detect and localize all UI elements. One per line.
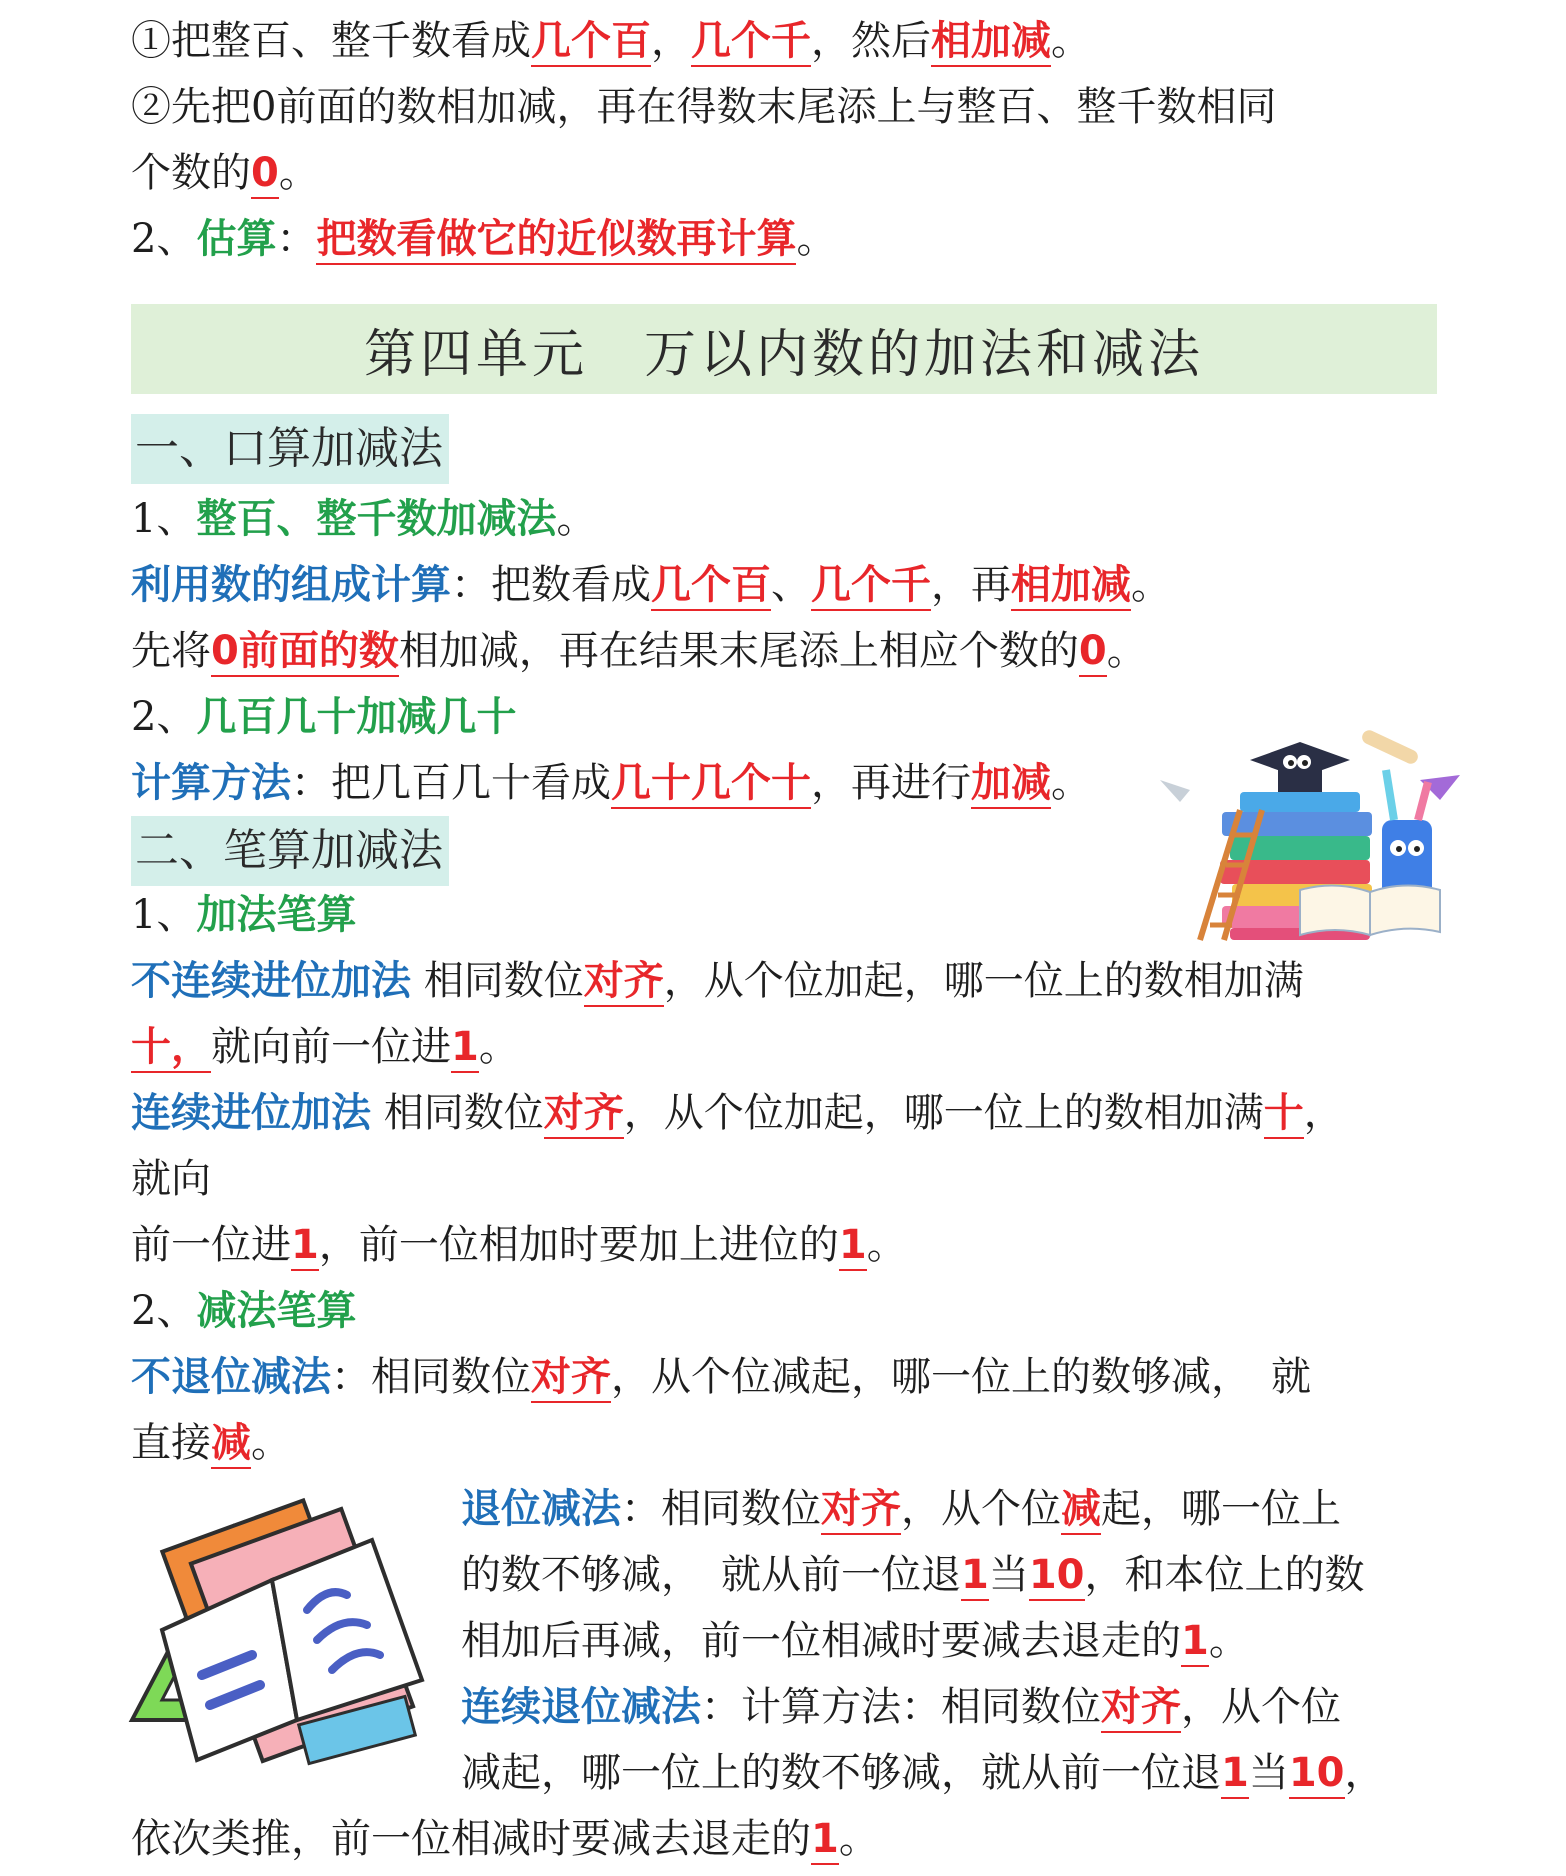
sec2-line-1 — [131, 888, 356, 942]
sec2-line-15 — [131, 1812, 879, 1866]
text: ：相同数位 — [331, 1354, 531, 1400]
text: 。 — [796, 216, 837, 262]
sec2-line-9 — [131, 1416, 291, 1470]
keyword: 十， — [131, 1024, 211, 1073]
keyword: 几个千 — [691, 18, 811, 67]
keyword: 减 — [1061, 1486, 1101, 1535]
text: ， — [1344, 1750, 1385, 1796]
text: 。 — [1131, 562, 1171, 608]
keyword: 对齐 — [531, 1354, 611, 1403]
keyword: 0前面的数 — [211, 628, 399, 677]
intro-line-1 — [131, 14, 1091, 68]
text: 起，哪一位上 — [1101, 1486, 1341, 1532]
text: 相加后再减，前一位相减时要减去退走的 — [461, 1618, 1181, 1664]
text: 1、 — [131, 496, 197, 542]
unit-title: 第四单元 万以内数的加法和减法 — [363, 324, 1204, 385]
text: ，然后 — [811, 18, 931, 64]
sec1-line-1 — [131, 492, 596, 546]
sec2-line-8 — [131, 1350, 1311, 1404]
term: 不连续进位加法 — [131, 958, 411, 1004]
text: 1、 — [131, 892, 197, 938]
keyword: 1 — [451, 1024, 479, 1073]
text: ，从个位加起，哪一位上的数相加满 — [663, 958, 1304, 1004]
keyword: 减 — [211, 1420, 251, 1469]
text: 、 — [771, 562, 811, 608]
text: ：相同数位 — [621, 1486, 821, 1532]
term: 利用数的组成计算 — [131, 562, 451, 608]
keyword: 1 — [961, 1552, 989, 1601]
text: ：计算方法：相同数位 — [701, 1684, 1101, 1730]
section-title: 一、口算加减法 — [135, 423, 443, 474]
sec2-line-14 — [461, 1746, 1385, 1800]
text: ： — [276, 216, 317, 262]
text: ，从个位 — [901, 1486, 1061, 1532]
keyword: 十 — [1264, 1090, 1304, 1139]
text: 。 — [251, 1420, 291, 1466]
intro-line-2 — [131, 80, 1276, 134]
text: 相同数位 — [411, 958, 584, 1004]
text: 。 — [1106, 628, 1147, 674]
keyword: 0 — [1079, 628, 1107, 677]
section-heading-1 — [131, 414, 449, 484]
sec1-line-2 — [131, 558, 1171, 612]
text: ， — [1303, 1090, 1344, 1136]
keyword: 相加减 — [931, 18, 1051, 67]
text: ，再进行 — [811, 760, 971, 806]
text: 当 — [988, 1552, 1029, 1598]
keyword: 几个百 — [651, 562, 771, 611]
text: ，从个位加起，哪一位上的数相加满 — [623, 1090, 1264, 1136]
text: 。 — [1051, 760, 1091, 806]
text: ②先把0前面的数相加减，再在得数末尾添上与整百、整千数相同 — [131, 84, 1277, 130]
keyword: 10 — [1029, 1552, 1085, 1601]
section-heading-2 — [131, 816, 449, 886]
sec2-line-13 — [461, 1680, 1341, 1734]
text: 的数不够减， 就从前一位退 — [461, 1552, 961, 1598]
keyword: 1 — [1181, 1618, 1209, 1667]
text: ：把数看成 — [451, 562, 651, 608]
text: 前一位进 — [131, 1222, 291, 1268]
keyword: 1 — [291, 1222, 319, 1271]
text: ，再 — [931, 562, 1011, 608]
keyword: 几个百 — [531, 18, 651, 67]
text: ，从个位 — [1181, 1684, 1341, 1730]
text: 。 — [1051, 18, 1091, 64]
keyword: 对齐 — [584, 958, 664, 1007]
text: 相同数位 — [371, 1090, 544, 1136]
text: 个数的 — [131, 150, 251, 196]
text: 依次类推，前一位相减时要减去退走的 — [131, 1816, 811, 1862]
books-stack-graduation-cap-icon — [1150, 720, 1480, 950]
keyword: 1 — [839, 1222, 867, 1271]
intro-line-4 — [131, 212, 836, 266]
sec1-line-3 — [131, 624, 1147, 678]
unit-title-banner — [131, 304, 1437, 394]
text: 就向前一位进 — [211, 1024, 451, 1070]
keyword: 1 — [1221, 1750, 1249, 1799]
term: 退位减法 — [461, 1486, 621, 1532]
section-title: 二、笔算加减法 — [135, 825, 443, 876]
text: ，从个位减起，哪一位上的数够减， 就 — [611, 1354, 1311, 1400]
keyword: 几十几个十 — [611, 760, 811, 809]
sec1-line-5 — [131, 756, 1091, 810]
term: 几百几十加减几十 — [196, 694, 517, 740]
keyword: 加减 — [971, 760, 1051, 809]
sec2-line-7 — [131, 1284, 356, 1338]
keyword: 1 — [811, 1816, 839, 1865]
text: ，和本位上的数 — [1084, 1552, 1365, 1598]
text: 当 — [1248, 1750, 1289, 1796]
keyword: 10 — [1289, 1750, 1345, 1799]
keyword: 几个千 — [811, 562, 931, 611]
text: ，前一位相加时要加上进位的 — [318, 1222, 839, 1268]
text: ①把整百、整千数看成 — [131, 18, 531, 64]
text: 。 — [1208, 1618, 1249, 1664]
open-book-ruler-icon — [122, 1490, 432, 1780]
sec2-line-6 — [131, 1218, 907, 1272]
sec2-line-12 — [461, 1614, 1249, 1668]
sec2-line-2 — [131, 954, 1304, 1008]
sec2-line-10 — [461, 1482, 1341, 1536]
sec2-line-3 — [131, 1020, 519, 1074]
text: 。 — [478, 1024, 519, 1070]
text: 2、 — [131, 216, 197, 262]
text: 2、 — [131, 694, 197, 740]
text: 直接 — [131, 1420, 211, 1466]
text: 先将 — [131, 628, 211, 674]
text: 。 — [556, 496, 597, 542]
keyword: 对齐 — [1101, 1684, 1181, 1733]
text: 就向 — [131, 1156, 211, 1202]
sec2-line-11 — [461, 1548, 1365, 1602]
term: 计算方法 — [131, 760, 291, 806]
text: 。 — [278, 150, 319, 196]
term: 加法笔算 — [196, 892, 357, 938]
keyword: 对齐 — [544, 1090, 624, 1139]
text: 减起，哪一位上的数不够减，就从前一位退 — [461, 1750, 1221, 1796]
keyword: 对齐 — [821, 1486, 901, 1535]
keyword: 把数看做它的近似数再计算 — [316, 216, 796, 265]
text: 。 — [866, 1222, 907, 1268]
term: 整百、整千数加减法 — [196, 496, 557, 542]
keyword: 0 — [251, 150, 279, 199]
text: 2、 — [131, 1288, 197, 1334]
text: 。 — [838, 1816, 879, 1862]
sec1-line-4 — [131, 690, 516, 744]
term: 不退位减法 — [131, 1354, 331, 1400]
term: 减法笔算 — [196, 1288, 357, 1334]
intro-line-3 — [131, 146, 319, 200]
term: 连续退位减法 — [461, 1684, 701, 1730]
sec2-line-4 — [131, 1086, 1344, 1140]
text: ， — [651, 18, 691, 64]
term: 估算 — [196, 216, 277, 262]
sec2-line-5 — [131, 1152, 211, 1206]
keyword: 相加减 — [1011, 562, 1131, 611]
text: 相加减，再在结果末尾添上相应个数的 — [398, 628, 1079, 674]
term: 连续进位加法 — [131, 1090, 371, 1136]
text: ：把几百几十看成 — [291, 760, 611, 806]
